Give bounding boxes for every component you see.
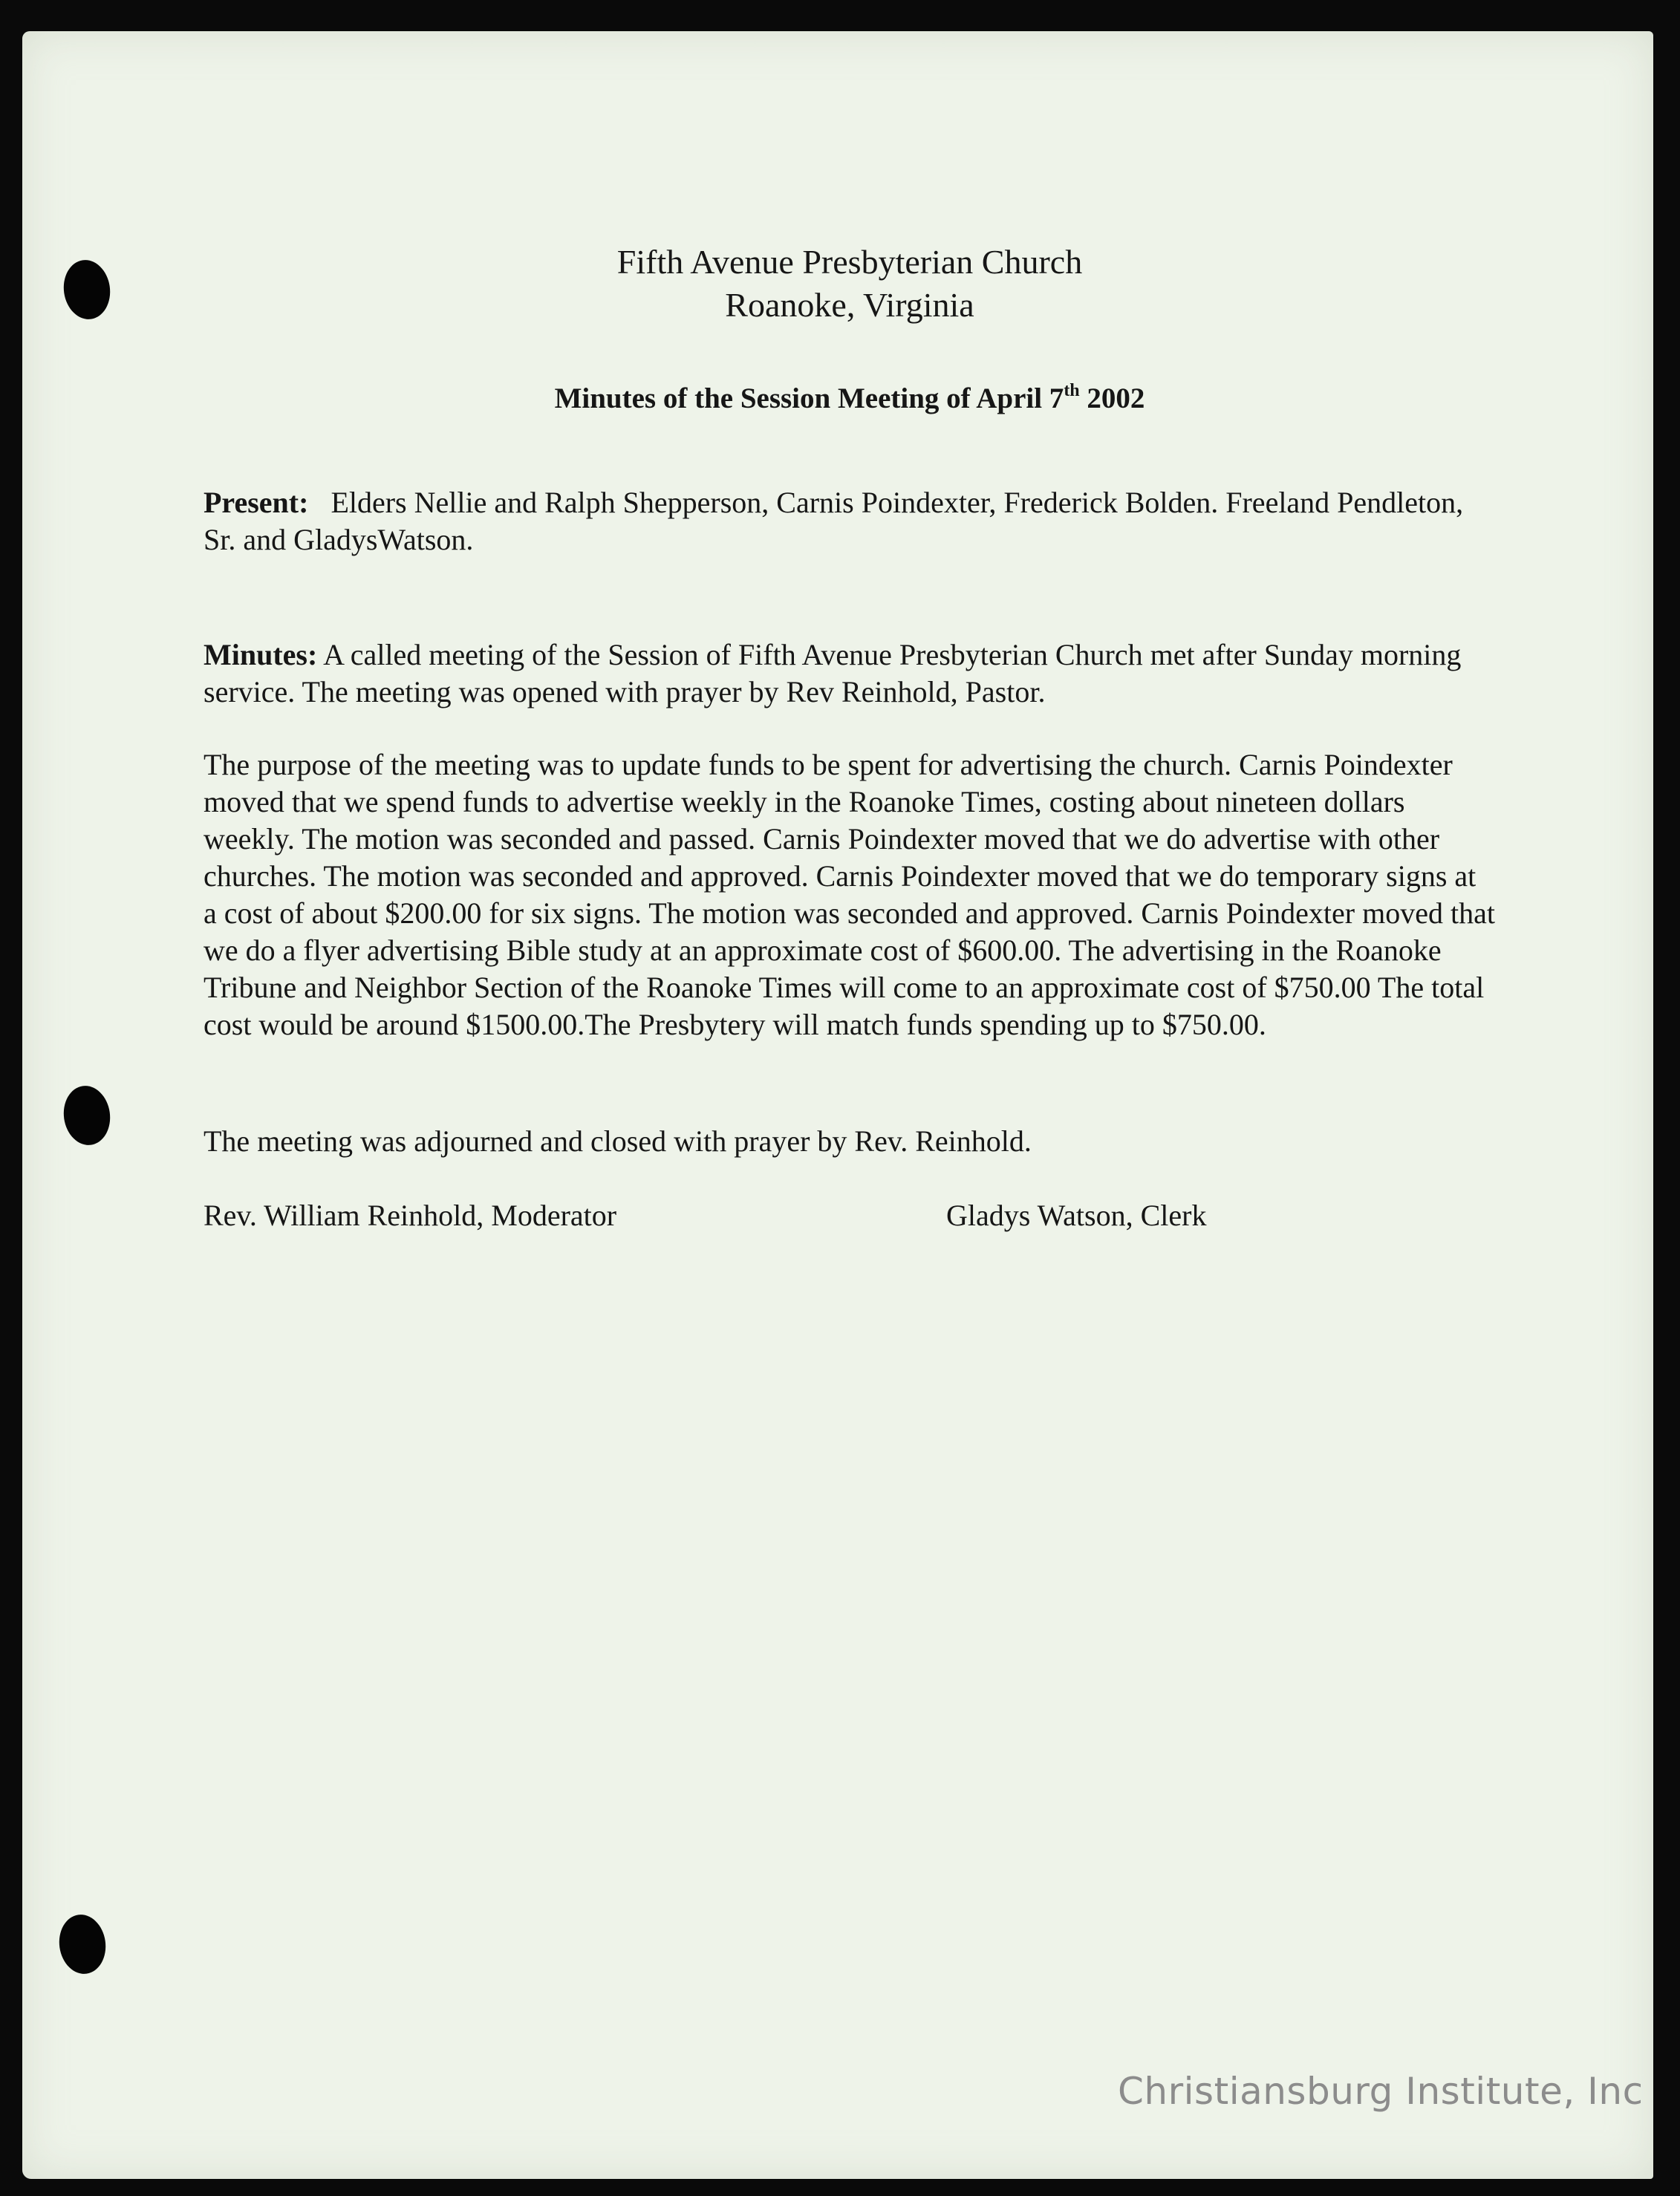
punch-hole-top xyxy=(60,257,114,322)
watermark-text: Christiansburg Institute, Inc xyxy=(1118,2070,1644,2113)
purpose-paragraph: The purpose of the meeting was to update funds to be spent for advertising the church. Carnis Poindexter moved that we spend funds to advertise weekly in the Roanoke Times, costing about nineteen dollars weekly. The motion was seconded and passed. Carnis Poindexter moved that we do advertise with other churches. The motion was seconded and approved. Carnis Poindexter moved that we do temporary signs at a cost of about $200.00 for six signs. The motion was seconded and approved. Carnis Poindexter moved that we do a flyer advertising Bible study at an approximate cost of $600.00. The advertising in the Roanoke Tribune and Neighbor Section of the Roanoke Times will come to an approximate cost of $750.00 The total cost would be around $1500.00.The Presbytery will match funds spending up to $750.00. xyxy=(204,748,1495,1041)
title-year: 2002 xyxy=(1079,382,1145,414)
present-label: Present: xyxy=(204,486,309,519)
clerk-signature: Gladys Watson, Clerk xyxy=(946,1199,1207,1232)
moderator-signature: Rev. William Reinhold, Moderator xyxy=(204,1199,617,1232)
present-paragraph xyxy=(204,484,1496,558)
present-text: Elders Nellie and Ralph Shepperson, Carnis Poindexter, Frederick Bolden. Freeland Pendleton, Sr. and GladysWatson. xyxy=(204,486,1464,556)
punch-hole-bottom xyxy=(56,1912,110,1977)
organization-name: Fifth Avenue Presbyterian Church xyxy=(616,243,1083,281)
title-main: Minutes of the Session Meeting of April 7 xyxy=(554,382,1064,414)
minutes-text: A called meeting of the Session of Fifth Avenue Presbyterian Church met after Sunday morning service. The meeting was opened with prayer by Rev Reinhold, Pastor. xyxy=(204,638,1462,708)
title-ordinal-suffix: th xyxy=(1064,381,1080,400)
document-title xyxy=(204,380,1496,417)
organization-location: Roanoke, Virginia xyxy=(725,286,974,324)
minutes-paragraph xyxy=(204,636,1496,711)
punch-hole-middle xyxy=(60,1083,114,1148)
paper-sheet xyxy=(22,31,1653,2179)
minutes-label: Minutes: xyxy=(204,638,318,671)
adjourn-paragraph: The meeting was adjourned and closed with prayer by Rev. Reinhold. xyxy=(204,1124,1032,1158)
